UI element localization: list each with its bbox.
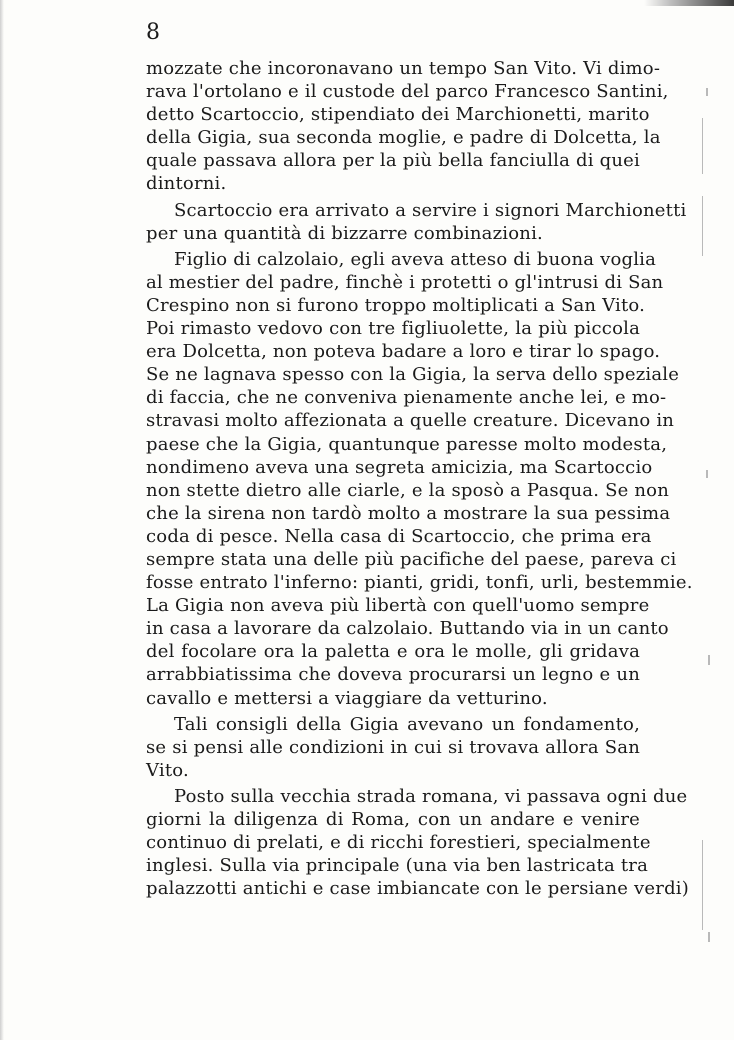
text-line: mozzate che incoronavano un tempo San Vito. Vi dimo- bbox=[146, 58, 661, 79]
text-line: detto Scartoccio, stipendiato dei Marchionetti, marito bbox=[146, 104, 650, 126]
text-line: Figlio di calzolaio, egli aveva atteso di buona voglia bbox=[174, 248, 657, 270]
text-line: paese che la Gigia, quantunque paresse molto modesta, bbox=[146, 433, 668, 455]
text-line: sempre stata una delle più pacifiche del paese, pareva ci bbox=[146, 548, 677, 570]
text-line: nondimeno aveva una segreta amicizia, ma Scartoccio bbox=[146, 456, 653, 478]
text-line: palazzotti antichi e case imbiancate con le persiane verdi) bbox=[146, 878, 689, 900]
body-text bbox=[146, 57, 693, 900]
scan-bleed-marks bbox=[698, 0, 728, 1040]
text-line: di faccia, che ne conveniva pienamente anche lei, e mo- bbox=[146, 387, 667, 409]
text-line: Crespino non si furono troppo moltiplicati a San Vito. bbox=[146, 294, 646, 316]
text-line: La Gigia non aveva più libertà con quell'uomo sempre bbox=[146, 595, 650, 617]
text-line: coda di pesce. Nella casa di Scartoccio, che prima era bbox=[146, 525, 652, 547]
text-line: Tali consigli della Gigia avevano un fondamento, bbox=[174, 713, 640, 735]
text-line: continuo di prelati, e di ricchi forestieri, specialmente bbox=[146, 832, 651, 854]
text-line: del focolare ora la paletta e ora le molle, gli gridava bbox=[146, 641, 640, 663]
text-line: dintorni. bbox=[146, 173, 227, 195]
text-line: Poi rimasto vedovo con tre figliuolette, la più piccola bbox=[146, 318, 640, 340]
text-line: Scartoccio era arrivato a servire i signori Marchionetti bbox=[174, 199, 687, 221]
text-line: Se ne lagnava spesso con la Gigia, la serva dello speziale bbox=[146, 364, 680, 386]
text-line: era Dolcetta, non poteva badare a loro e tirar lo spago. bbox=[146, 341, 661, 363]
scan-edge-left bbox=[0, 0, 4, 1040]
text-line: cavallo e mettersi a viaggiare da vetturino. bbox=[146, 687, 548, 709]
text-line: non stette dietro alle ciarle, e la sposò a Pasqua. Se non bbox=[146, 479, 670, 501]
text-line: quale passava allora per la più bella fanciulla di quei bbox=[146, 150, 640, 172]
text-line: arrabbiatissima che doveva procurarsi un legno e un bbox=[146, 664, 640, 686]
page-number: 8 bbox=[146, 20, 160, 45]
text-line: al mestier del padre, finchè i protetti o gl'intrusi di San bbox=[146, 271, 664, 293]
text-line: che la sirena non tardò molto a mostrare la sua pessima bbox=[146, 502, 671, 524]
text-line: stravasi molto affezionata a quelle creature. Dicevano in bbox=[146, 410, 675, 432]
text-line: Vito. bbox=[146, 759, 189, 781]
text-line: fosse entrato l'inferno: pianti, gridi, tonfi, urli, bestemmie. bbox=[146, 572, 693, 594]
text-line: giorni la diligenza di Roma, con un andare e venire bbox=[146, 809, 640, 830]
text-line: della Gigia, sua seconda moglie, e padre di Dolcetta, la bbox=[146, 127, 661, 149]
text-line: inglesi. Sulla via principale (una via ben lastricata tra bbox=[146, 855, 649, 877]
text-line: Posto sulla vecchia strada romana, vi passava ogni due bbox=[174, 785, 688, 807]
text-line: in casa a lavorare da calzolaio. Buttando via in un canto bbox=[146, 618, 669, 640]
text-line: se si pensi alle condizioni in cui si trovava allora San bbox=[146, 736, 640, 758]
text-line: per una quantità di bizzarre combinazioni. bbox=[146, 222, 543, 244]
text-line: rava l'ortolano e il custode del parco Francesco Santini, bbox=[146, 81, 669, 103]
